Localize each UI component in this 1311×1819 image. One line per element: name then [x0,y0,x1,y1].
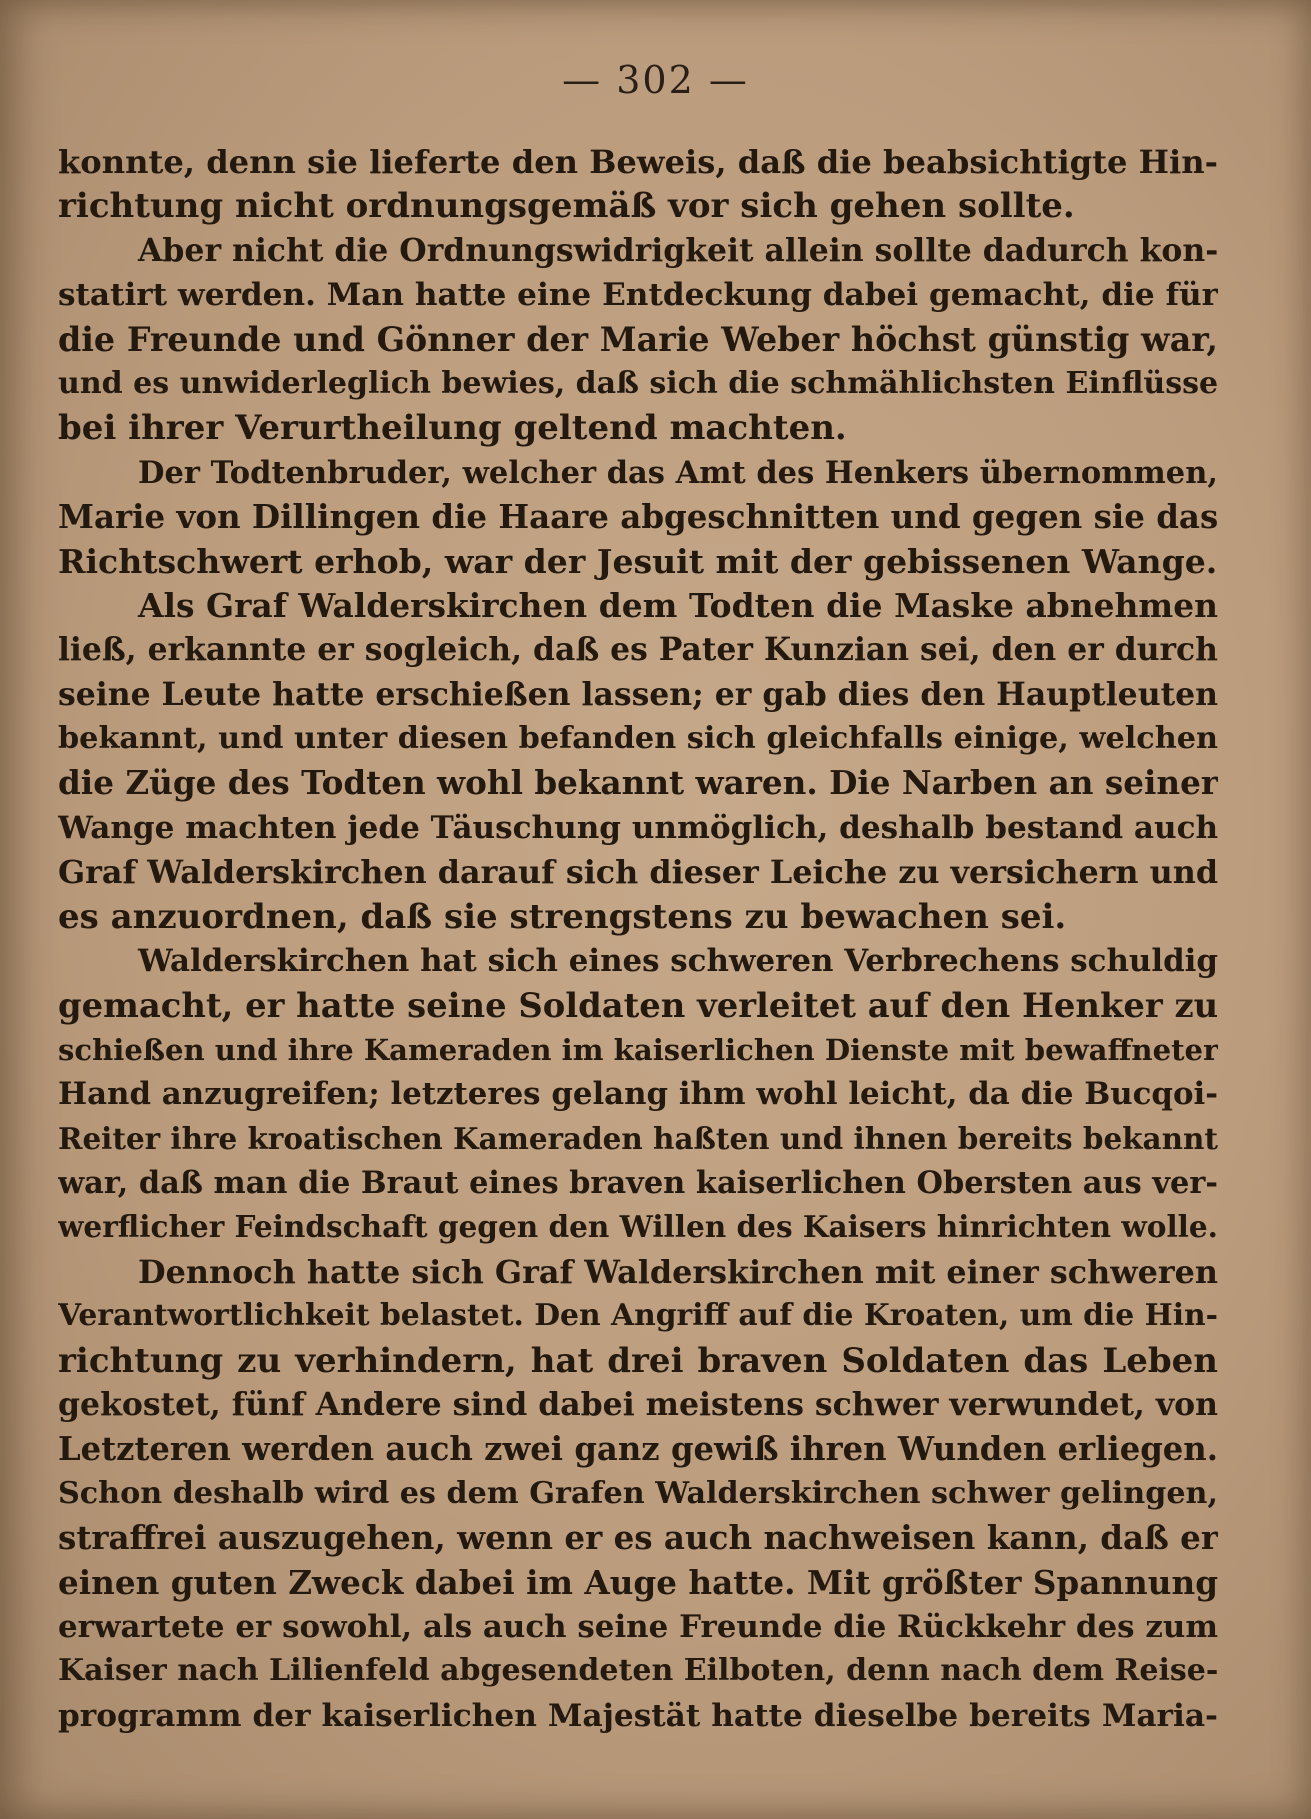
text-line: einen guten Zweck dabei im Auge hatte. Mit größter Spannung [58,1562,1218,1602]
text-line: richtung zu verhindern, hat drei braven Soldaten das Leben [58,1340,1218,1381]
text-line: Walderskirchen hat sich eines schweren Verbrechens schuldig [138,943,1218,980]
text-line: Reiter ihre kroatischen Kameraden haßten und ihnen bereits bekannt [58,1120,1218,1156]
text-line: erwartete er sowohl, als auch seine Freunde die Rückkehr des zum [58,1608,1218,1645]
text-line: Verantwortlichkeit belastet. Den Angriff auf die Kroaten, um die Hin- [58,1298,1218,1334]
text-line: konnte, denn sie lieferte den Beweis, daß die beabsichtigte Hin- [58,143,1218,181]
paragraph [58,939,1218,1250]
text-line: seine Leute hatte erschießen lassen; er gab dies den Hauptleuten [58,675,1218,713]
text-line: werflicher Feindschaft gegen den Willen des Kaisers hinrichten wolle. [58,1209,1218,1245]
text-line: Hand anzugreifen; letzteres gelang ihm wohl leicht, da die Bucqoi- [58,1076,1218,1113]
text-line: bei ihrer Verurtheilung geltend machten. [58,408,847,449]
paragraph [58,1250,1218,1738]
text-line: gekostet, fünf Andere sind dabei meistens schwer verwundet, von [58,1385,1218,1423]
paragraph [58,229,1218,451]
text-line: Graf Walderskirchen darauf sich dieser Leiche zu versichern und [58,853,1218,892]
text-line: Schon deshalb wird es dem Grafen Walderskirchen schwer gelingen, [58,1475,1218,1511]
page-number: — 302 — [562,58,749,102]
text-line: Der Todtenbruder, welcher das Amt des Henkers übernommen, [138,454,1218,491]
text-line: bekannt, und unter diesen befanden sich gleichfalls einige, welchen [58,721,1218,757]
text-line: statirt werden. Man hatte eine Entdeckung dabei gemacht, die für [58,277,1218,314]
text-line: Wange machten jede Täuschung unmöglich, deshalb bestand auch [58,809,1218,846]
text-line: ließ, erkannte er sogleich, daß es Pater Kunzian sei, den er durch [58,632,1218,669]
text-line: Richtschwert erhob, war der Jesuit mit der gebissenen Wange. [58,541,1218,581]
text-line: richtung nicht ordnungsgemäß vor sich gehen sollte. [58,186,1075,227]
text-line: war, daß man die Braut eines braven kaiserlichen Obersten aus ver- [58,1164,1218,1201]
text-line: die Züge des Todten wohl bekannt waren. Die Narben an seiner [58,763,1218,803]
text-line: Kaiser nach Lilienfeld abgesendeten Eilboten, denn nach dem Reise- [58,1653,1218,1689]
text-line: gemacht, er hatte seine Soldaten verleitet auf den Henker zu [58,985,1218,1026]
text-line: programm der kaiserlichen Majestät hatte dieselbe bereits Maria- [58,1697,1218,1734]
paragraph [58,451,1218,584]
body-text [58,140,1218,1738]
text-line: und es unwiderleglich bewies, daß sich die schmählichsten Einflüsse [58,365,1218,401]
text-line: Dennoch hatte sich Graf Walderskirchen mit einer schweren [138,1252,1218,1291]
text-line: Aber nicht die Ordnungswidrigkeit allein sollte dadurch kon- [138,231,1218,269]
text-line: schießen und ihre Kameraden im kaiserlichen Dienste mit bewaffneter [58,1032,1218,1067]
paragraph [58,584,1218,939]
text-line: Letzteren werden auch zwei ganz gewiß ihren Wunden erliegen. [58,1430,1218,1469]
text-line: straffrei auszugehen, wenn er es auch nachweisen kann, daß er [58,1518,1218,1558]
text-line: Marie von Dillingen die Haare abgeschnitten und gegen sie das [58,497,1218,537]
text-line: Als Graf Walderskirchen dem Todten die Maske abnehmen [138,585,1218,625]
paragraph [58,140,1218,229]
text-line: es anzuordnen, daß sie strengstens zu bewachen sei. [58,896,1067,937]
text-line: die Freunde und Gönner der Marie Weber höchst günstig war, [58,319,1218,359]
